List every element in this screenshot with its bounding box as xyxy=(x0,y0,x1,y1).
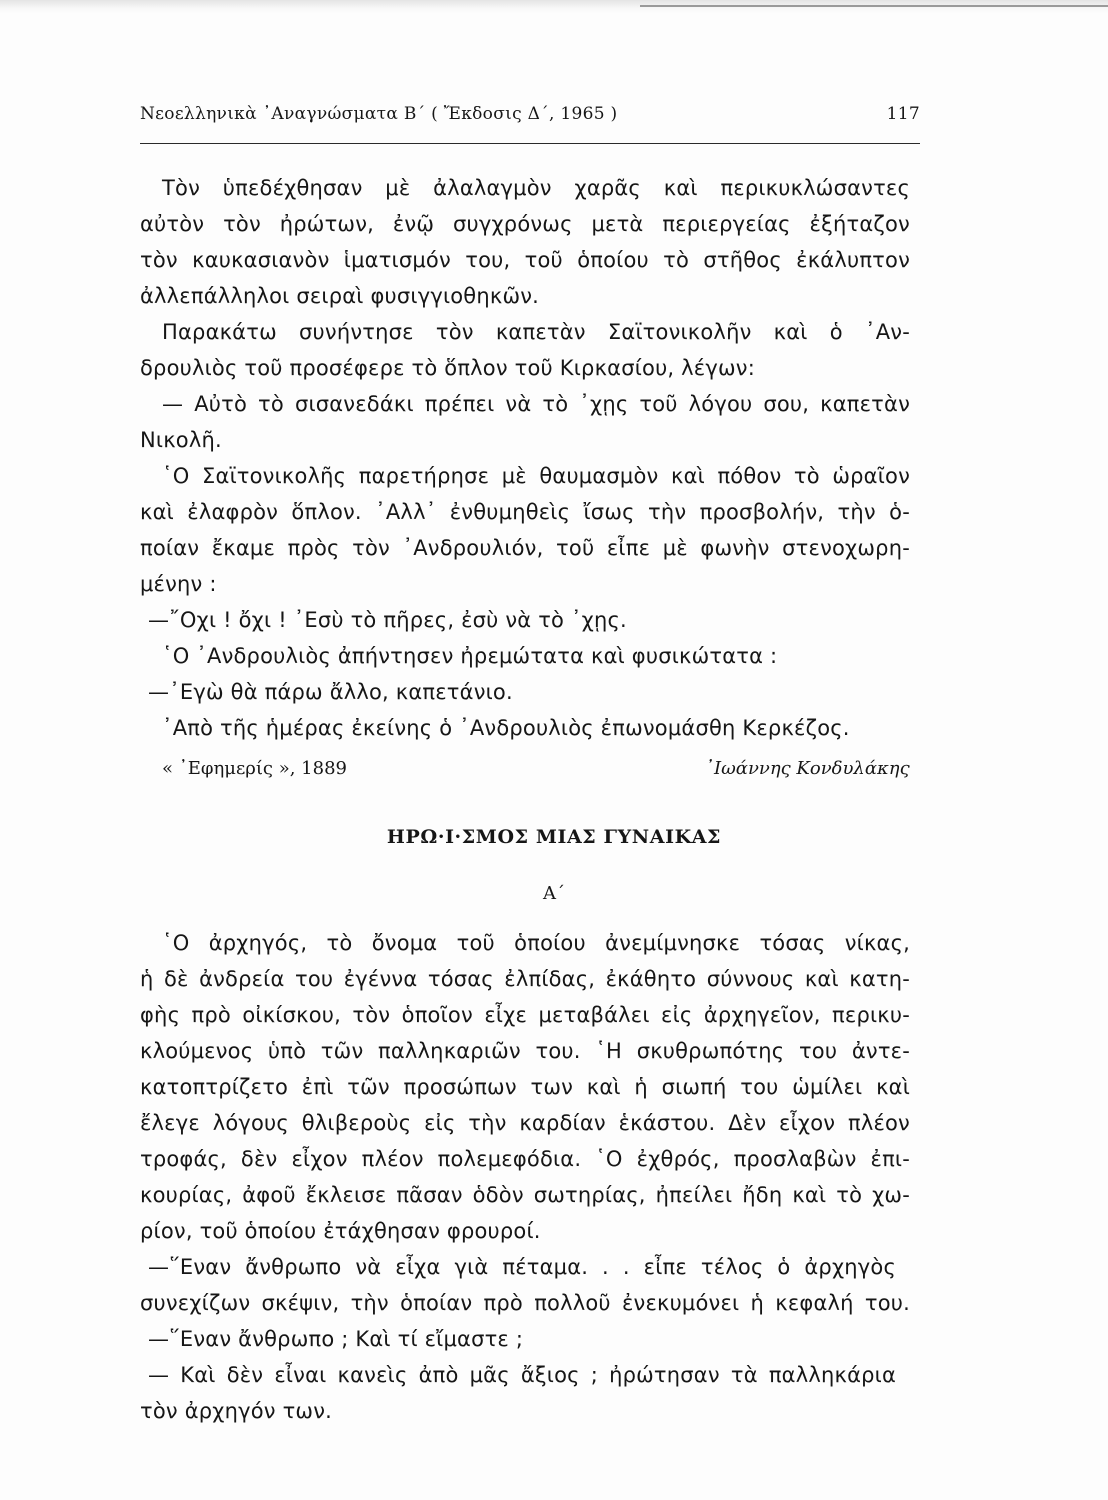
page-number: 117 xyxy=(886,104,920,124)
running-header-title: Νεοελληνικὰ ᾿Αναγνώσματα Β΄ ( Ἔκδοσις Δ΄, 1965 ) xyxy=(140,104,618,124)
text-line: κατοπτρίζετο ἐπὶ τῶν προσώπων των καὶ ἡ σιωπή του ὡμίλει καὶ xyxy=(140,1075,910,1099)
text-line: — Αὐτὸ τὸ σισανεδάκι πρέπει νὰ τὸ ᾿χῃς τοῦ λόγου σου, καπετὰν xyxy=(162,392,910,416)
text-line: κουρίας, ἀφοῦ ἔκλεισε πᾶσαν ὁδὸν σωτηρίας, ἠπείλει ἤδη καὶ τὸ χω- xyxy=(140,1183,910,1207)
text-line: — Καὶ δὲν εἶναι κανεὶς ἀπὸ μᾶς ἄξιος ; ἠρώτησαν τὰ παλληκάρια xyxy=(148,1363,896,1387)
text-line: ῾Ο ᾿Ανδρουλιὸς ἀπήντησεν ἠρεμώτατα καὶ φυσικώτατα : xyxy=(162,644,778,668)
text-line: ρίον, τοῦ ὁποίου ἐτάχθησαν φρουροί. xyxy=(140,1219,541,1243)
text-line: Τὸν ὑπεδέχθησαν μὲ ἀλαλαγμὸν χαρᾶς καὶ περικυκλώσαντες xyxy=(162,176,910,200)
scan-edge-shadow xyxy=(0,0,1108,14)
text-line: ἡ δὲ ἀνδρεία του ἐγέννα τόσας ἐλπίδας, ἐκάθητο σύννους καὶ κατη- xyxy=(140,967,910,991)
text-line: ἀλλεπάλληλοι σειραὶ φυσιγγιοθηκῶν. xyxy=(140,284,540,308)
text-line: —῞Εναν ἄνθρωπο νὰ εἶχα γιὰ πέταμα. . . εἶπε τέλος ὁ ἀρχηγὸς xyxy=(148,1255,896,1279)
text-line: αὐτὸν τὸν ἠρώτων, ἐνῷ συγχρόνως μετὰ περιεργείας ἐξήταζον xyxy=(140,212,910,236)
text-line: ᾿Απὸ τῆς ἡμέρας ἐκείνης ὁ ᾿Ανδρουλιὸς ἐπωνομάσθη Κερκέζος. xyxy=(162,716,850,740)
text-line: Παρακάτω συνήντησε τὸν καπετὰν Σαϊτονικολῆν καὶ ὁ ᾿Αν- xyxy=(162,320,910,344)
text-line: τὸν καυκασιανὸν ἱματισμόν του, τοῦ ὁποίου τὸ στῆθος ἐκάλυπτον xyxy=(140,248,910,272)
text-line: Νικολῆ. xyxy=(140,428,222,452)
scan-edge-line xyxy=(640,5,1108,7)
section-title: ΗΡΩ·Ι·ΣΜΟΣ ΜΙΑΣ ΓΥΝΑΙΚΑΣ xyxy=(386,826,722,848)
text-line: μένην : xyxy=(140,572,217,596)
text-line: κλούμενος ὑπὸ τῶν παλληκαριῶν του. ῾Η σκυθρωπότης του ἀντε- xyxy=(140,1039,910,1063)
text-line: δρουλιὸς τοῦ προσέφερε τὸ ὅπλον τοῦ Κιρκασίου, λέγων: xyxy=(140,356,755,380)
section-number: Α΄ xyxy=(543,883,565,904)
header-rule xyxy=(140,143,920,144)
text-line: ῾Ο Σαϊτονικολῆς παρετήρησε μὲ θαυμασμὸν καὶ πόθον τὸ ὡραῖον xyxy=(162,464,910,488)
text-line: —῎Οχι ! ὄχι ! ᾿Εσὺ τὸ πῆρες, ἐσὺ νὰ τὸ ᾿χῃς. xyxy=(148,608,627,632)
text-line: ῾Ο ἀρχηγός, τὸ ὄνομα τοῦ ὁποίου ἀνεμίμνησκε τόσας νίκας, xyxy=(162,931,910,955)
text-line: φὴς πρὸ οἰκίσκου, τὸν ὁποῖον εἶχε μεταβάλει εἰς ἀρχηγεῖον, περικυ- xyxy=(140,1003,910,1027)
text-line: —᾿Εγὼ θὰ πάρω ἄλλο, καπετάνιο. xyxy=(148,680,513,704)
text-line: καὶ ἐλαφρὸν ὅπλον. ᾿Αλλ᾿ ἐνθυμηθεὶς ἴσως τὴν προσβολήν, τὴν ὁ- xyxy=(140,500,910,524)
text-line: συνεχίζων σκέψιν, τὴν ὁποίαν πρὸ πολλοῦ ἐνεκυμόνει ἡ κεφαλή του. xyxy=(140,1291,910,1315)
text-line: ἔλεγε λόγους θλιβεροὺς εἰς τὴν καρδίαν ἑκάστου. Δὲν εἶχον πλέον xyxy=(140,1111,910,1135)
text-line: ποίαν ἔκαμε πρὸς τὸν ᾿Ανδρουλιόν, τοῦ εἶπε μὲ φωνὴν στενοχωρη- xyxy=(140,536,910,560)
text-line: τροφάς, δὲν εἶχον πλέον πολεμεφόδια. ῾Ο ἐχθρός, προσλαβὼν ἐπι- xyxy=(140,1147,910,1171)
text-line: τὸν ἀρχηγόν των. xyxy=(140,1399,333,1423)
author-name: ᾿Ιωάννης Κονδυλάκης xyxy=(705,758,910,779)
source-citation: « ᾿Εφημερίς », 1889 xyxy=(162,758,347,779)
text-line: —῞Εναν ἄνθρωπο ; Καὶ τί εἴμαστε ; xyxy=(148,1327,524,1351)
